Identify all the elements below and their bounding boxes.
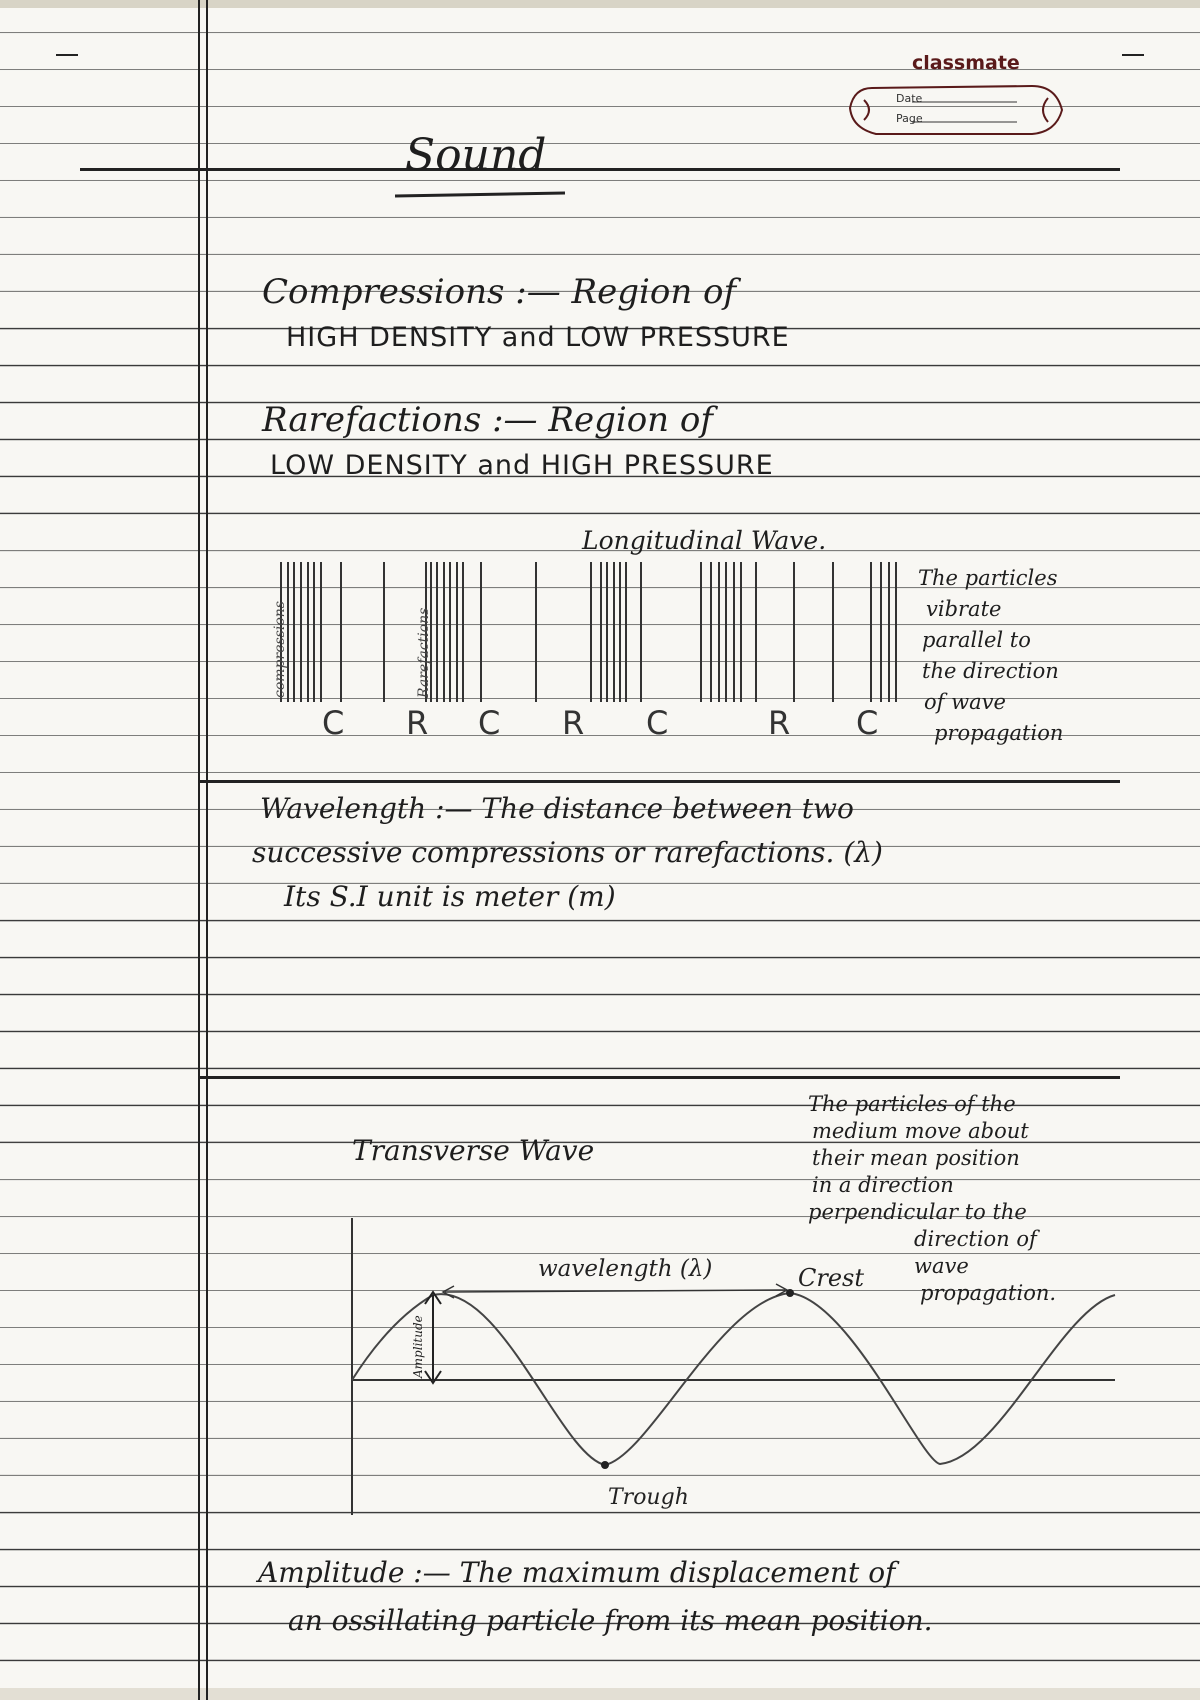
crest-point	[786, 1289, 794, 1297]
paper-top-edge	[0, 0, 1200, 8]
wave-bar	[880, 562, 882, 702]
punch-mark-left	[56, 54, 78, 56]
wave-bar	[640, 562, 642, 702]
compressions-heading: Compressions :— Region of	[262, 272, 737, 312]
margin-line	[206, 0, 208, 1700]
amplitude-label: Amplitude	[411, 1315, 425, 1378]
wave-bar	[590, 562, 592, 702]
wave-bar	[613, 562, 615, 702]
wavelength-label: wavelength (λ)	[538, 1256, 713, 1282]
page-title: Sound	[405, 130, 547, 181]
header-rule	[80, 168, 1120, 171]
trough-point	[601, 1461, 609, 1469]
wave-bar	[293, 562, 295, 702]
wave-bar	[733, 562, 735, 702]
wave-bar	[462, 562, 464, 702]
wave-bar	[313, 562, 315, 702]
wave-bar	[436, 562, 438, 702]
wave-bar	[793, 562, 795, 702]
text-line: an ossillating particle from its mean position.	[288, 1604, 933, 1637]
title-underline	[395, 192, 565, 198]
wave-bar	[740, 562, 742, 702]
text-line: successive compressions or rarefactions. (λ)	[252, 836, 883, 869]
text-line: Its S.I unit is meter (m)	[284, 880, 616, 913]
section-rule	[200, 1076, 1120, 1079]
wave-bar	[443, 562, 445, 702]
cr-marker: C	[856, 704, 879, 742]
wave-bar	[456, 562, 458, 702]
cr-marker: R	[768, 704, 791, 742]
date-label: Date	[896, 92, 923, 105]
text-line: parallel to	[922, 628, 1031, 652]
cr-marker: C	[478, 704, 501, 742]
text-line: in a direction	[812, 1173, 954, 1197]
text-line: The particles	[918, 566, 1058, 590]
wave-bar	[535, 562, 537, 702]
text-line: Wavelength :— The distance between two	[260, 792, 854, 825]
wave-bar	[625, 562, 627, 702]
compressions-vertical-label: compressions	[272, 601, 288, 698]
text-line: propagation.	[920, 1281, 1057, 1305]
text-line: perpendicular to the	[808, 1200, 1027, 1224]
date-box-frame	[842, 80, 1070, 140]
text-line: the direction	[922, 659, 1059, 683]
transverse-wave-diagram	[300, 1200, 1120, 1520]
wave-bar	[600, 562, 602, 702]
wave-bar	[700, 562, 702, 702]
cr-marker: R	[406, 704, 429, 742]
punch-mark-right	[1122, 54, 1144, 56]
date-page-box	[842, 80, 1070, 140]
text-line: of wave	[924, 690, 1006, 714]
longitudinal-wave-diagram	[280, 562, 890, 702]
wave-bar	[888, 562, 890, 702]
text-line: their mean position	[812, 1146, 1020, 1170]
cr-marker: R	[562, 704, 585, 742]
longitudinal-wave-heading: Longitudinal Wave.	[582, 526, 827, 555]
text-line: The particles of the	[808, 1092, 1016, 1116]
text-line: Amplitude :— The maximum displacement of	[258, 1556, 896, 1589]
paper-bottom-edge	[0, 1688, 1200, 1700]
wave-bar	[340, 562, 342, 702]
page-label: Page	[896, 112, 923, 125]
margin-line	[198, 0, 200, 1700]
wave-bar	[307, 562, 309, 702]
text-line: medium move about	[812, 1119, 1029, 1143]
wave-bar	[480, 562, 482, 702]
cr-marker: C	[322, 704, 345, 742]
wave-bar	[870, 562, 872, 702]
wave-bar	[725, 562, 727, 702]
text-line: propagation	[934, 721, 1064, 745]
text-line: direction of	[914, 1227, 1037, 1251]
wave-bar	[300, 562, 302, 702]
text-line: vibrate	[926, 597, 1002, 621]
wave-bar	[832, 562, 834, 702]
wavelength-arrow	[445, 1290, 785, 1292]
wave-bar	[718, 562, 720, 702]
brand-logo: classmate	[912, 52, 1020, 74]
wave-bar	[606, 562, 608, 702]
wave-bar	[320, 562, 322, 702]
wave-bar	[619, 562, 621, 702]
rarefactions-definition: LOW DENSITY and HIGH PRESSURE	[270, 450, 774, 481]
wave-bar	[755, 562, 757, 702]
rarefactions-vertical-label: Rarefactions	[416, 607, 432, 698]
compressions-definition: HIGH DENSITY and LOW PRESSURE	[286, 322, 790, 353]
wave-bar	[449, 562, 451, 702]
trough-label: Trough	[608, 1485, 689, 1510]
transverse-wave-heading: Transverse Wave	[352, 1134, 595, 1167]
wave-bar	[383, 562, 385, 702]
text-line: wave	[914, 1254, 969, 1278]
section-rule	[200, 780, 1120, 783]
wave-bar	[710, 562, 712, 702]
rarefactions-heading: Rarefactions :— Region of	[262, 400, 713, 440]
cr-marker: C	[646, 704, 669, 742]
crest-label: Crest	[798, 1264, 864, 1292]
wave-bar	[895, 562, 897, 702]
